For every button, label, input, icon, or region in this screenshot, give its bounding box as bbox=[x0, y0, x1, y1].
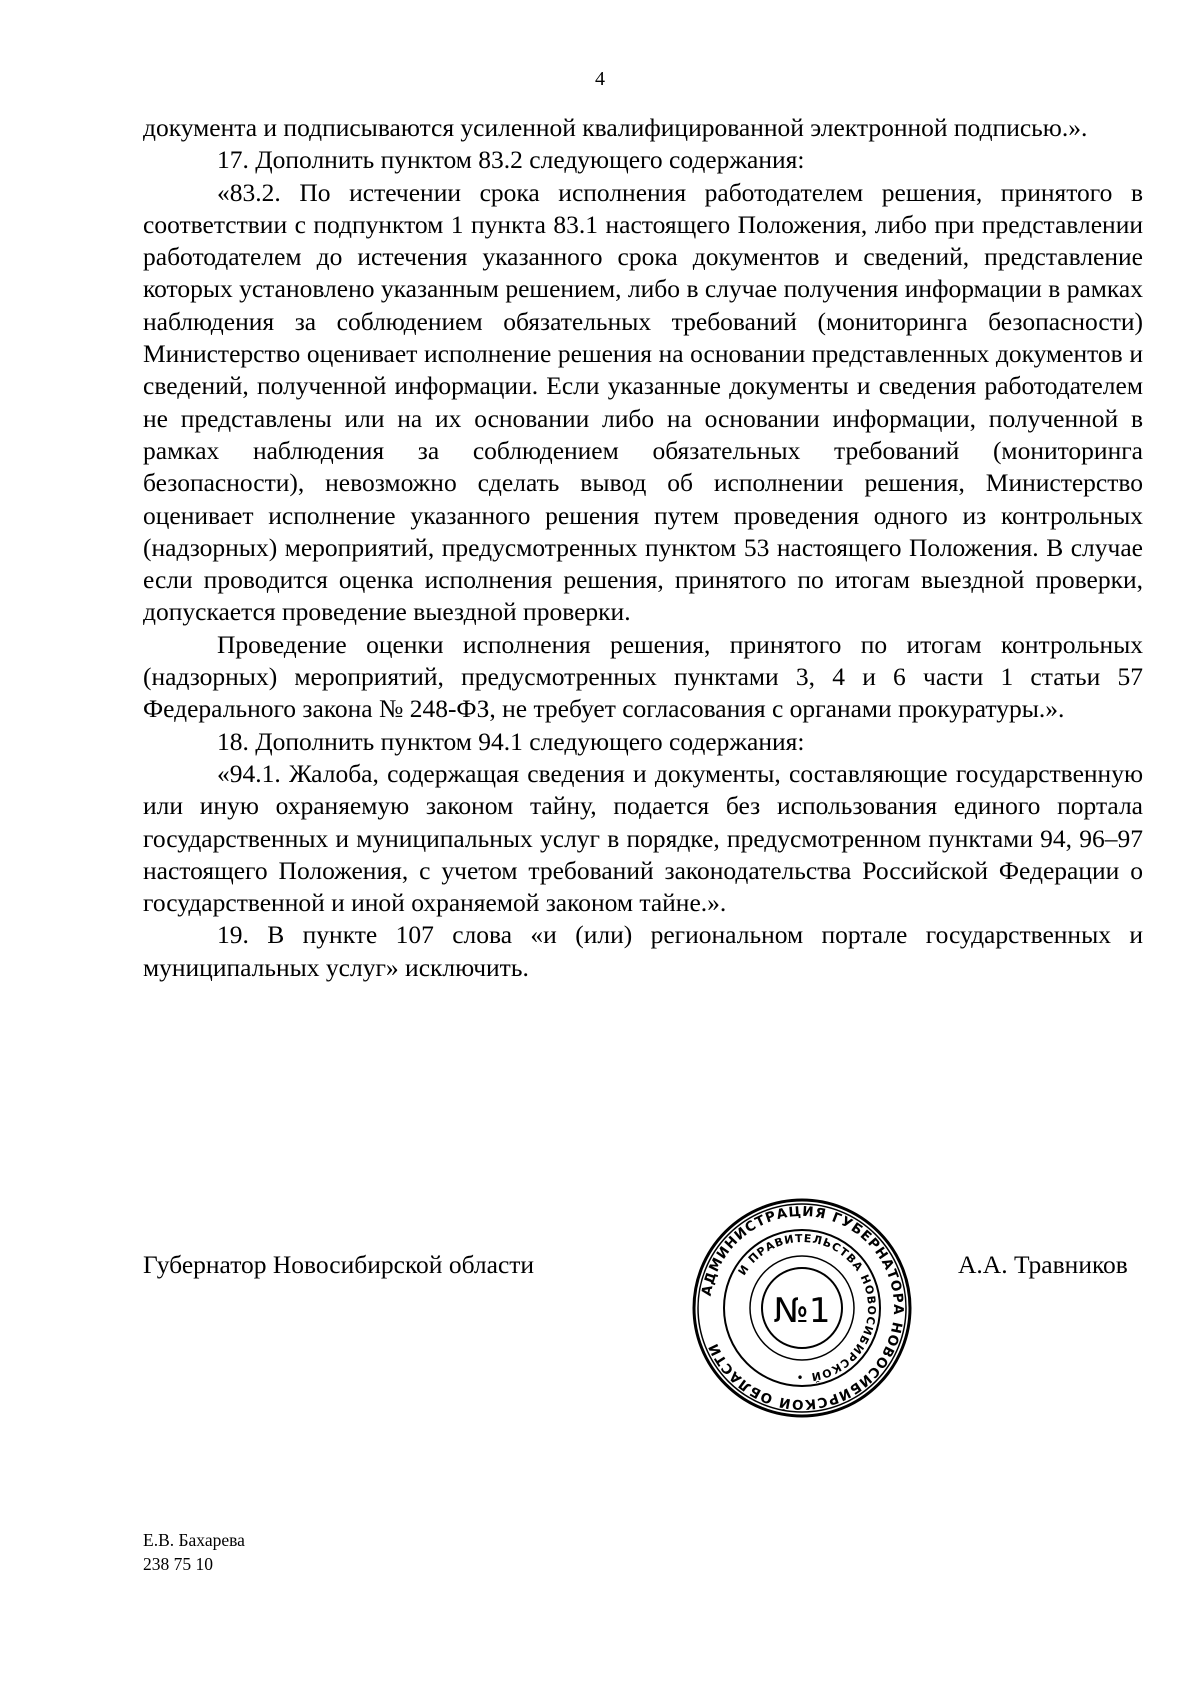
signatory-position: Губернатор Новосибирской области bbox=[143, 1250, 535, 1279]
executor-phone: 238 75 10 bbox=[143, 1554, 213, 1574]
executor-info bbox=[143, 1528, 245, 1576]
paragraph-item-18: 18. Дополнить пунктом 94.1 следующего содержания: bbox=[217, 726, 805, 756]
official-seal bbox=[690, 1196, 914, 1420]
seal-number: №1 bbox=[773, 1291, 831, 1331]
signatory-name: А.А. Травников bbox=[958, 1250, 1128, 1279]
paragraph-continuation: документа и подписываются усиленной квалифицированной электронной подписью.». bbox=[143, 113, 1088, 142]
page-number: 4 bbox=[595, 68, 605, 90]
seal-outer-text: АДМИНИСТРАЦИЯ ГУБЕРНАТОРА НОВОСИБИРСКОЙ ОБЛАСТИ bbox=[698, 1203, 907, 1413]
executor-name: Е.В. Бахарева bbox=[143, 1530, 245, 1550]
document-body bbox=[143, 112, 1143, 984]
paragraph-83-2: «83.2. По истечении срока исполнения работодателем решения, принятого в соответствии с подпунктом 1 пункта 83.1 настоящего Положения, либо при представлении работодателем до истечения указанного срока документов и сведений, представление которых установлено указанным решением, либо в случае получения информации в рамках наблюдения за соблюдением обязательных требований (мониторинга безопасности) Министерство оценивает исполнение решения на основании представленных документов и сведений, полученной информации. Если указанные документы и сведения работодателем не представлены или на их основании либо на основании информации, полученной в рамках наблюдения за соблюдением обязательных требований (мониторинга безопасности), невозможно сделать вывод об исполнении решения, Министерство оценивает исполнение указанного решения путем проведения одного из контрольных (надзорных) мероприятий, предусмотренных пунктом 53 настоящего Положения. В случае если проводится оценка исполнения решения, принятого по итогам выездной проверки, допускается проведение выездной проверки. bbox=[143, 177, 1143, 627]
svg-text:•: • bbox=[796, 1371, 804, 1385]
paragraph-item-17: 17. Дополнить пунктом 83.2 следующего содержания: bbox=[217, 145, 805, 175]
paragraph-94-1: «94.1. Жалоба, содержащая сведения и документы, составляющие государственную или иную охраняемую законом тайну, подается без использования единого портала государственных и муниципальных услуг в порядке, предусмотренном пунктами 94, 96–97 настоящего Положения, с учетом требований законодательства Российской Федерации о государственной и иной охраняемой законом тайне.». bbox=[143, 758, 1143, 918]
paragraph-item-19: 19. В пункте 107 слова «и (или) региональном портале государственных и муниципальных услуг» исключить. bbox=[143, 920, 1143, 982]
paragraph-83-2-cont: Проведение оценки исполнения решения, принятого по итогам контрольных (надзорных) мероприятий, предусмотренных пунктами 3, 4 и 6 части 1 статьи 57 Федерального закона № 248-ФЗ, не требует согласования с органами прокуратуры.». bbox=[143, 629, 1143, 724]
seal-inner-text: И ПРАВИТЕЛЬСТВА НОВОСИБИРСКОЙ bbox=[735, 1231, 879, 1384]
